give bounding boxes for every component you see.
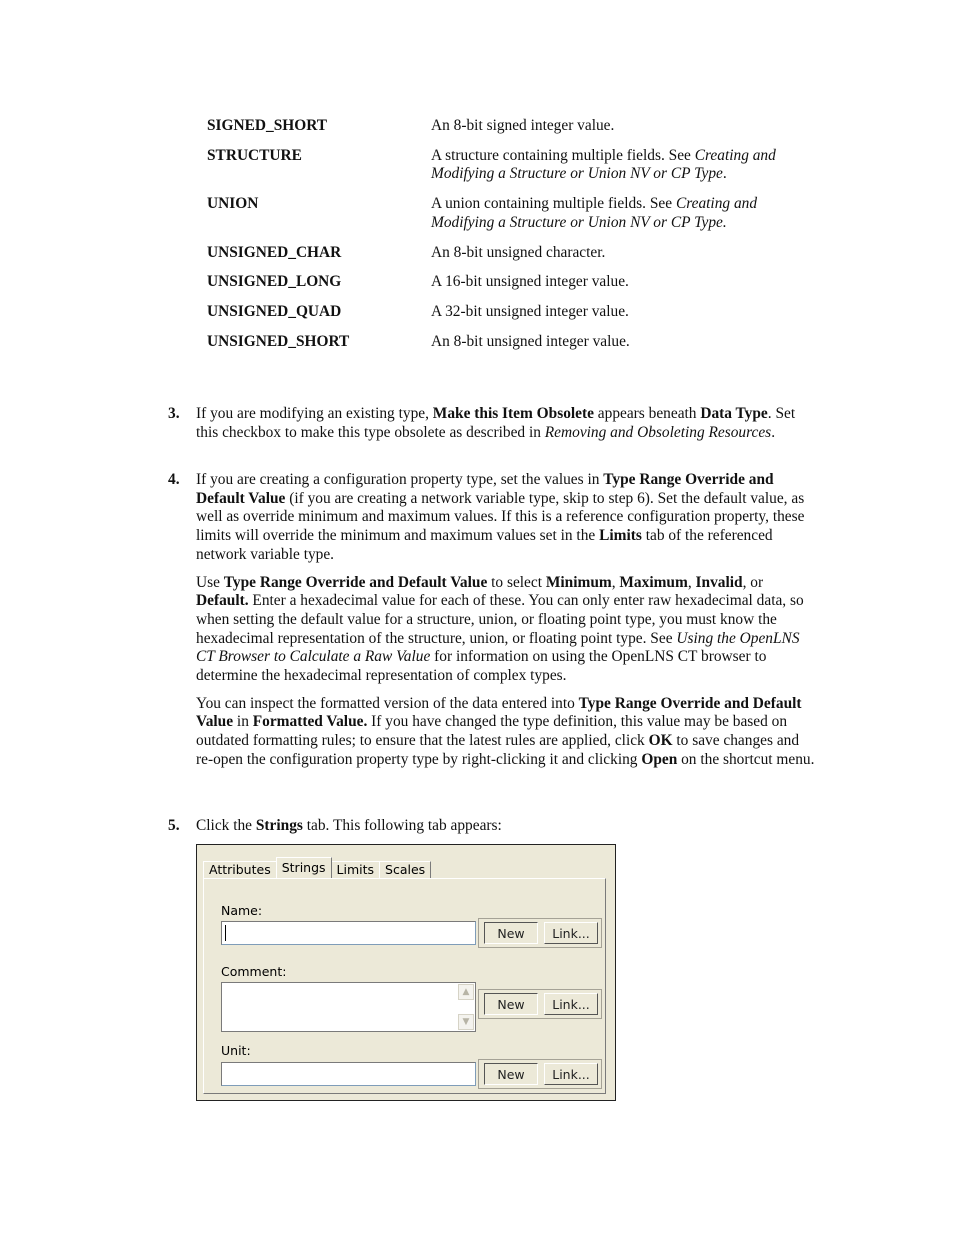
step-paragraph: You can inspect the formatted version of the data entered into Type Range Override and Default Value in Formatted Value. If you have changed the type definition, this value may be based on outdated formatting rules; to ensure that the latest rules are applied, click OK to save changes and re-open the configuration property type by right-clicking it and clicking Open on the shortcut menu. bbox=[196, 694, 815, 768]
scroll-down-arrow-icon[interactable]: ▼ bbox=[458, 1014, 474, 1030]
step-3 bbox=[168, 405, 818, 451]
type-name: SIGNED_SHORT bbox=[207, 117, 328, 134]
type-description: A 32-bit unsigned integer value. bbox=[431, 302, 629, 320]
type-name: UNSIGNED_LONG bbox=[207, 273, 342, 291]
type-row-unsigned-char bbox=[207, 244, 807, 263]
data-type-table bbox=[207, 117, 807, 362]
unit-input[interactable] bbox=[221, 1062, 476, 1086]
name-button-group bbox=[478, 918, 602, 948]
tab-scales[interactable]: Scales bbox=[379, 861, 431, 878]
name-label: Name: bbox=[221, 903, 263, 918]
step-body bbox=[196, 817, 818, 836]
name-link-button[interactable]: Link... bbox=[544, 922, 598, 944]
unit-label: Unit: bbox=[221, 1043, 251, 1058]
type-description bbox=[431, 195, 793, 232]
type-description: A 16-bit unsigned integer value. bbox=[431, 273, 629, 291]
step-number: 4. bbox=[168, 471, 180, 488]
tab-strip bbox=[203, 857, 430, 878]
type-row-unsigned-long bbox=[207, 273, 807, 292]
step-body bbox=[196, 405, 818, 442]
strings-tab-dialog bbox=[196, 844, 616, 1101]
type-name: UNSIGNED_SHORT bbox=[207, 332, 350, 350]
type-row-unsigned-short bbox=[207, 333, 807, 352]
step-number: 5. bbox=[168, 817, 180, 834]
step-paragraph: Use Type Range Override and Default Value to select Minimum, Maximum, Invalid, or Default. Enter a hexadecimal value for each of these. You can only enter raw hexadecimal data, so when setting the default value for a structure, union, or floating point type, you must know the hexadecimal representation of the structure, union, or floating point type. See Using the OpenLNS CT Browser to Calculate a Raw Value for information on using the OpenLNS CT browser to determine the hexadecimal representation of complex types. bbox=[196, 573, 804, 685]
unit-button-group bbox=[478, 1059, 602, 1089]
type-description bbox=[431, 147, 793, 184]
step-number: 3. bbox=[168, 405, 180, 422]
step-4 bbox=[168, 471, 818, 779]
type-row-signed-short bbox=[207, 117, 807, 136]
type-row-union bbox=[207, 195, 807, 232]
name-input[interactable] bbox=[221, 921, 476, 945]
text-caret bbox=[225, 925, 226, 941]
step-paragraph: If you are modifying an existing type, Make this Item Obsolete appears beneath Data Type. Set this checkbox to make this type obsolete as described in Removing and Obsoleting Resources. bbox=[196, 405, 796, 441]
description-text: A union containing multiple fields. See bbox=[431, 195, 676, 213]
comment-new-button[interactable]: New bbox=[484, 993, 538, 1015]
type-description: An 8-bit unsigned character. bbox=[431, 243, 606, 261]
unit-link-button[interactable]: Link... bbox=[544, 1063, 598, 1085]
step-body bbox=[196, 471, 818, 770]
comment-textarea[interactable] bbox=[221, 982, 476, 1032]
type-name: UNION bbox=[207, 195, 259, 213]
step-5 bbox=[168, 817, 818, 845]
unit-new-button[interactable]: New bbox=[484, 1063, 538, 1085]
tab-strings[interactable]: Strings bbox=[276, 857, 332, 878]
type-name: UNSIGNED_QUAD bbox=[207, 302, 342, 320]
cross-reference-link[interactable]: Creating and Modifying a Structure or Union NV or CP Type. bbox=[431, 195, 758, 231]
type-name: STRUCTURE bbox=[207, 146, 302, 164]
description-text: . bbox=[722, 165, 727, 183]
scroll-up-arrow-icon[interactable]: ▲ bbox=[458, 984, 474, 1000]
comment-button-group bbox=[478, 989, 602, 1019]
cross-reference-link[interactable]: Using the OpenLNS CT Browser to Calculate a Raw Value bbox=[196, 629, 800, 666]
cross-reference-link[interactable]: Creating and Modifying a Structure or Union NV or CP Type bbox=[431, 146, 776, 183]
type-row-unsigned-quad bbox=[207, 303, 807, 322]
type-name: UNSIGNED_CHAR bbox=[207, 243, 342, 261]
type-description: An 8-bit unsigned integer value. bbox=[431, 332, 630, 350]
tab-limits[interactable]: Limits bbox=[331, 861, 381, 878]
strings-tab-panel bbox=[203, 878, 606, 1094]
type-description: An 8-bit signed integer value. bbox=[431, 117, 615, 134]
type-row-structure bbox=[207, 147, 807, 184]
step-paragraph: Click the Strings tab. This following tab appears: bbox=[196, 817, 502, 834]
comment-label: Comment: bbox=[221, 964, 287, 979]
cross-reference-link[interactable]: Removing and Obsoleting Resources bbox=[544, 423, 772, 441]
name-new-button[interactable]: New bbox=[484, 922, 538, 944]
comment-link-button[interactable]: Link... bbox=[544, 993, 598, 1015]
step-paragraph: If you are creating a configuration property type, set the values in Type Range Override and Default Value (if you are creating a network variable type, skip to step 6). Set the default value, as well as override minimum and maximum values. If this is a reference configuration property, these limits will override the minimum and maximum values set in the Limits tab of the referenced network variable type. bbox=[196, 471, 805, 563]
description-text: A structure containing multiple fields. See bbox=[431, 146, 695, 164]
tab-attributes[interactable]: Attributes bbox=[203, 861, 277, 878]
